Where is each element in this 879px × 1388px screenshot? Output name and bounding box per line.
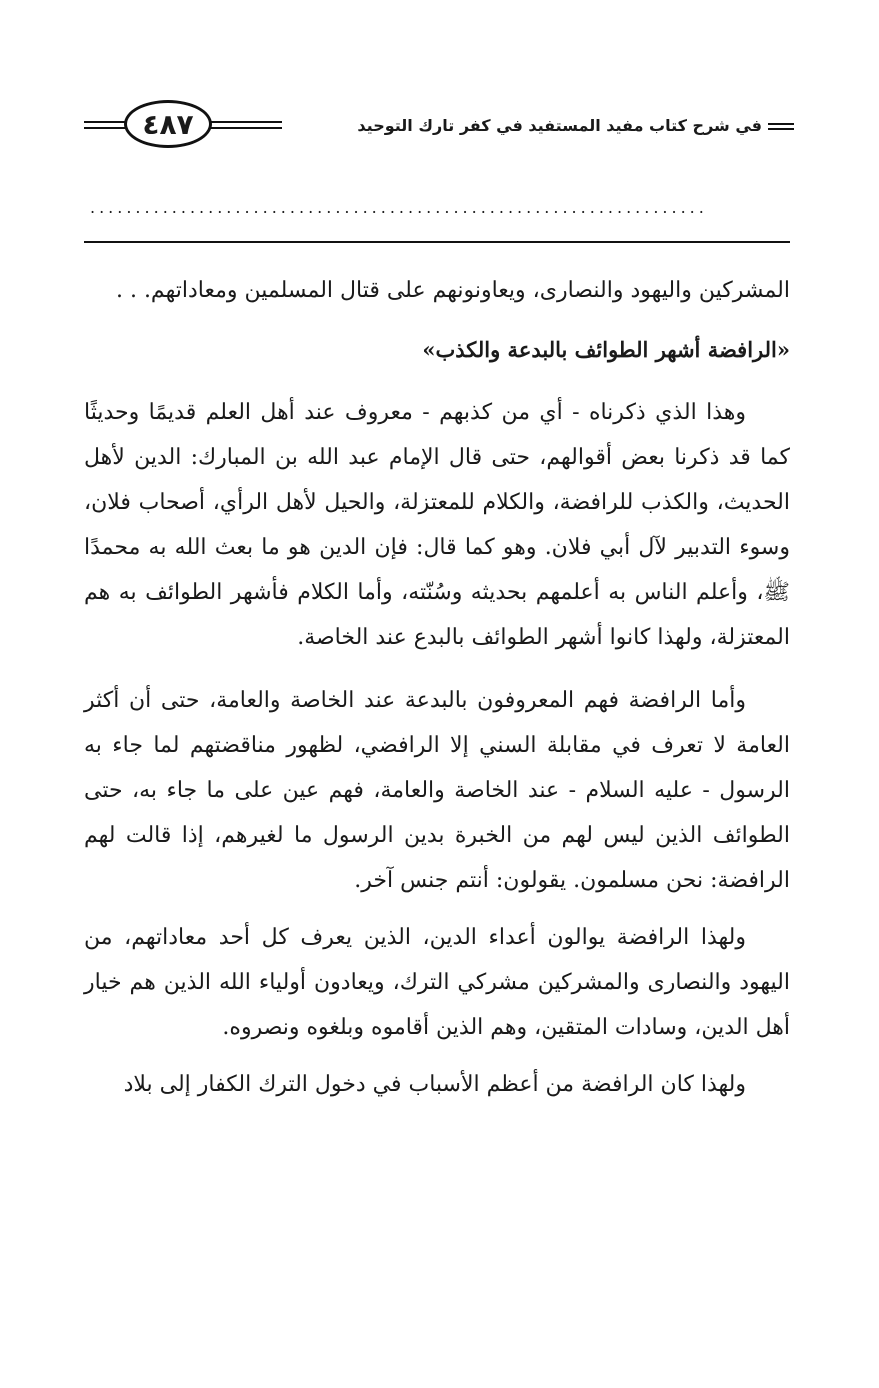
dotted-separator: .................................................................... (90, 198, 708, 217)
header-rule (84, 241, 790, 243)
paragraph: ولهذا كان الرافضة من أعظم الأسباب في دخول الترك الكفار إلى بلاد (123, 1072, 746, 1097)
page-number-line-left (84, 121, 128, 129)
paragraph-continuation: المشركين واليهود والنصارى، ويعاونونهم على قتال المسلمين ومعاداتهم. . . (115, 278, 790, 303)
paragraph: وأما الرافضة فهم المعروفون بالبدعة عند الخاصة والعامة، حتى أن أكثر العامة لا تعرف في مقابلة السني إلا الرافضي، لظهور مناقضتهم لما جاء به الرسول - عليه السلام - عند الخاصة والعامة، فهم عين على ما جاء به، حتى الطوائف الذين ليس لهم من الخبرة بدين الرسول ما لغيرهم، إذا قالت لهم الرافضة: نحن مسلمون. يقولون: أنتم جنس آخر. (84, 688, 790, 893)
running-header (84, 96, 794, 156)
running-header-title (357, 116, 794, 135)
page-body (84, 268, 790, 1107)
header-double-dash (768, 123, 794, 130)
page-number: ٤٨٧ (124, 100, 212, 148)
paragraph: ولهذا الرافضة يوالون أعداء الدين، الذين يعرف كل أحد معاداتهم، من اليهود والنصارى والمشركين مشركي الترك، ويعادون أولياء الله الذين هم خيار أهل الدين، وسادات المتقين، وهم الذين أقاموه وبلغوه ونصروه. (84, 925, 790, 1040)
page-number-line-right (208, 121, 282, 129)
paragraph: وهذا الذي ذكرناه - أي من كذبهم - معروف عند أهل العلم قديمًا وحديثًا كما قد ذكرنا بعض أقوالهم، حتى قال الإمام عبد الله بن المبارك: الدين لأهل الحديث، والكذب للرافضة، والكلام للمعتزلة، والحيل لأهل الرأي، أصحاب فلان، وسوء التدبير لآل أبي فلان. وهو كما قال: فإن الدين هو ما بعث الله به محمدًا ﷺ، وأعلم الناس به أعلمهم بحديثه وسُنّته، وأما الكلام فأشهر الطوائف به هم المعتزلة، ولهذا كانوا أشهر الطوائف بالبدع عند الخاصة. (84, 400, 790, 650)
section-heading: «الرافضة أشهر الطوائف بالبدعة والكذب» (422, 337, 790, 362)
header-title-text: في شرح كتاب مفيد المستفيد في كفر تارك التوحيد (357, 116, 762, 135)
